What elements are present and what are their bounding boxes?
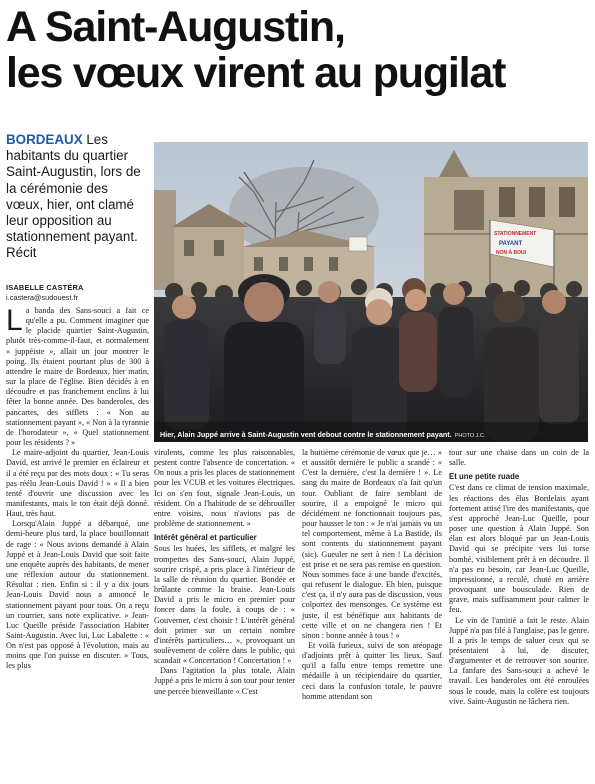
paragraph: Lorsqu'Alain Juppé a débarqué, une demi-heure plus tard, la place bouillonnait de rage : « Nous avions demandé à Alain Juppé et à Jean-Louis David que soit faite une enquête auprès des habitants, de mener une réflexion autour du stationnement. Résultat : rien. Enfin si : il y a dix jours Jean-Louis David nous a annoncé le stationnement payant pour tous. On a reçu un courrier, sans note explicative. » Jean-Luc Queille préside l'association Habiter Saint-Augustin. Avec lui, Luc Labalette : « On n'est pas opposé à l'évolution, mais au moins que l'on puisse en discuter. » Tous, les plus	[6, 519, 149, 671]
lede	[6, 132, 146, 262]
byline-name: ISABELLE CASTÉRA	[6, 283, 84, 292]
article-column-2	[154, 448, 295, 697]
paragraph: La banda des Sans-souci a fait ce qu'elle a pu. Comment imaginer que le placide quartier Saint-Augustin, plutôt très-comme-il-faut, et normalement « juppéiste », allait un jour montrer le poing. Ils étaient pourtant plus de 300 à attendre le maire de Bordeaux, hier matin, sur la place de l'église. Bien décidés à en découdre et pas franchement enclins à lui fêter la bonne année. Des banderoles, des pancartes, des sifflets : « Non au stationnement payant », « Non à la tyrannie de l'horodateur », « Quel stationnement pour les résidents ? »	[6, 304, 149, 448]
paragraph: Et voilà furieux, suivi de son aréopage d'adjoints prêt à quitter les lieux. Sauf qu'il a fallu entre temps remettre une médaille à un récipiendaire du quartier, ceci dans la confusion totale, le pauvre homme attendant son	[302, 640, 442, 701]
subheading: Et une petite ruade	[449, 472, 520, 482]
lede-place: BORDEAUX	[6, 132, 83, 147]
banner-text-3: NON À BOUI	[496, 250, 526, 256]
article-column-3	[302, 448, 442, 702]
article-column-1	[6, 306, 149, 672]
banner-text-1: STATIONNEMENT	[494, 231, 537, 237]
paragraph: Le maire-adjoint du quartier, Jean-Louis David, est arrivé le premier en éclaireur et il a été reçu par des mots doux : « Tu seras pas réélu Jean-Louis David ! » « Il a bien tenté d'ouvrir une discussion avec les manifestants, mais le ton était déjà donné. Haut, très haut.	[6, 448, 149, 519]
headline-line-2: les vœux virent au pugilat	[6, 49, 506, 97]
banner-text-2: PAYANT	[499, 241, 523, 247]
paragraph: la huitième cérémonie de vœux que je… » et aussitôt dernière le public a scandé : « C'est la dernière, c'est la dernière ! ». Le sang du maire de Bordeaux n'a fait qu'un tour. Oubliant de faire semblant de sourire, il a empoigné le micro qui décidément ne fonctionnait toujours pas, pour hausser le ton : « Je n'ai jamais vu un tel comportement, même à La Bastide, ils sont contents du stationnement payant (sic). Gueuler ne sert à rien ! La décision est prise et ne sera pas remise en question. Nous sommes face à une bande d'excités, qui refusent le dialogue. Eh bien, puisque c'est ça, il n'y aura pas de discussion, vous colportez des mensonges. Ce système est juste, il est bénéfique aux habitants de cette ville et on ne changera rien ! Et sinon : bonne année à tous ! »	[302, 448, 442, 640]
byline-email: i.castera@sudouest.fr	[6, 293, 78, 302]
crowd-photo-illustration	[154, 142, 588, 442]
paragraph: Sous les huées, les sifflets, et malgré les trompettes des Sans-souci, Alain Juppé, sourire crispé, a pris place à l'intérieur de la salle de réunion du quartier. Bondée et brûlante comme la braise. Jean-Louis David a pris le micro en premier pour foncer dans la foule, à coups de : « Gouverner, c'est choisir ! L'intérêt général doit primer sur un certain nombre d'intérêts particuliers… », provoquant un soulèvement de colère dans le public, qui scandait « Concertation ! Concertation ! »	[154, 544, 295, 666]
paragraph: C'est dans ce climat de tension maximale, les réactions des élus Bordelais ayant fortement attisé l'ire des manifestants, que s'est approché Jean-Luc Queille, pour poser une question à Alain Juppé. Son élan est alors bloqué par un Jean-Louis David qui se précipite vers lui torse bombé, visiblement prêt à en découdre. Il n'a pas eu besoin, car Jean-Luc Queille, impressionné, a reculé, chuté en arrière provoquant une bousculade. Rien de grave, mais suffisamment pour calmer le feu.	[449, 483, 589, 615]
caption-text: Hier, Alain Juppé arrive à Saint-Augustin vent debout contre le stationnement payant.	[160, 430, 452, 439]
photo-caption	[160, 430, 588, 441]
lede-text: Les habitants du quartier Saint-Augustin, lors de la cérémonie des vœux, hier, ont clamé leur opposition au stationnement payant. Récit	[6, 132, 141, 261]
byline	[6, 283, 146, 303]
drop-cap: L	[6, 304, 23, 337]
photo-credit: PHOTO J.C.	[454, 433, 486, 439]
paragraph: tour sur une chaise dans un coin de la salle.	[449, 448, 589, 468]
article-column-4	[449, 448, 589, 707]
news-photo	[154, 142, 588, 442]
paragraph: Le vin de l'amitié a fait le reste. Alain Juppé n'a pas filé à l'anglaise, pas le genre. Il a pris le temps de saluer ceux qui se présentaient à lui, de discuter, d'argumenter et de retrouver son sourire. La fanfare des Sans-souci a achevé le travail. Les banderoles ont été enroulées sous le coude, mais la colère est toujours vive. Saint-Augustin ne lâchera rien.	[449, 615, 589, 706]
subheading: Intérêt général et particulier	[154, 533, 257, 543]
headline-line-1: A Saint-Augustin,	[6, 3, 345, 51]
paragraph: Dans l'agitation la plus totale, Alain Juppé a pris le micro à son tour pour tenter une percée bienveillante « C'est	[154, 666, 295, 696]
paragraph: virulents, comme les plus raisonnables, pestent contre l'absence de concertation. « On nous a pris les places de stationnement pour les VCUB et les voitures électriques. Ici on s'en fout, signale Jean-Louis, un résident. On a l'habitude de se débrouiller entre voisins, nous n'avions pas de problème de stationnement. »	[154, 448, 295, 529]
headline	[6, 4, 591, 96]
